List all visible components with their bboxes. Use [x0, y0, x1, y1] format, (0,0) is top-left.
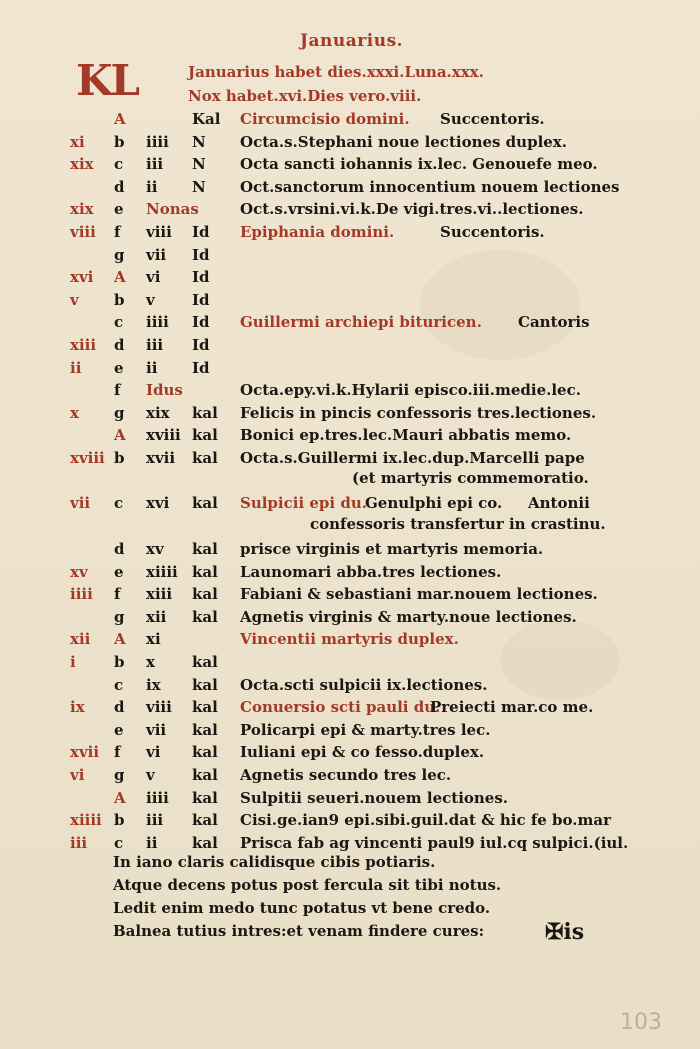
dominical-letter: c	[114, 833, 124, 852]
folio-number: 103	[620, 1010, 662, 1035]
feast-extra: Preiecti mar.co me.	[430, 698, 594, 717]
golden-number: vi	[70, 766, 85, 784]
day-number: viii	[146, 223, 172, 241]
kalends-mark: Id	[192, 358, 210, 377]
feast-text: Launomari abba.tres lectiones.	[240, 562, 502, 581]
golden-number: i	[70, 653, 76, 671]
calendar-row	[0, 741, 700, 763]
day-number: iii	[146, 811, 164, 830]
feast-text: Octa.epy.vi.k.Hylarii episco.iii.medie.lec.	[240, 381, 581, 400]
calendar-row	[0, 334, 700, 356]
dominical-letter: c	[114, 675, 124, 694]
day-number: iiii	[146, 788, 169, 807]
calendar-row	[0, 357, 700, 379]
kalends-mark: Id	[192, 290, 210, 309]
verse-line: In iano claris calidisque cibis potiaris.	[113, 853, 436, 871]
day-number: Idus	[146, 381, 183, 400]
day-number: ii	[146, 358, 158, 377]
golden-number: xvii	[70, 743, 100, 762]
feast-text: Conuersio scti pauli du.	[240, 698, 441, 717]
kalends-mark: Id	[192, 223, 210, 241]
feast-text: Guillermi archiepi bituricen.	[240, 313, 482, 332]
dominical-letter: b	[114, 811, 125, 830]
calendar-row	[0, 787, 700, 809]
kalends-mark: kal	[192, 585, 218, 604]
dominical-letter: d	[114, 336, 125, 354]
day-number: Nonas	[146, 200, 199, 219]
day-number: iiii	[146, 132, 169, 151]
feast-text: Octa.scti sulpicii ix.lectiones.	[240, 675, 488, 694]
kalends-mark: N	[192, 155, 206, 174]
dominical-letter: A	[114, 630, 126, 649]
golden-number: viii	[70, 223, 96, 241]
calendar-row	[0, 176, 700, 198]
golden-number: ii	[70, 358, 82, 377]
kalends-mark: kal	[192, 426, 218, 445]
dominical-letter: f	[114, 223, 121, 241]
feast-text: Cisi.ge.ian9 epi.sibi.guil.dat & hic fe bo.mar	[240, 811, 612, 830]
kalends-mark: kal	[192, 833, 218, 852]
calendar-row	[0, 289, 700, 311]
calendar-row	[0, 266, 700, 288]
day-number: viii	[146, 698, 172, 717]
calendar-row	[0, 131, 700, 153]
kalends-mark: kal	[192, 720, 218, 739]
dominical-letter: g	[114, 766, 125, 784]
day-number: vii	[146, 720, 167, 739]
dominical-letter: b	[114, 449, 125, 467]
day-number: vi	[146, 268, 161, 287]
kalends-mark: kal	[192, 811, 218, 830]
dominical-letter: d	[114, 177, 125, 196]
kalends-mark: Id	[192, 268, 210, 287]
calendar-row	[0, 153, 700, 175]
golden-number: xix	[70, 155, 94, 174]
feast-extra-2: Antonii	[528, 494, 590, 512]
feast-text: Octa sancti iohannis ix.lec. Genouefe meo.	[240, 155, 598, 174]
feast-extra: Succentoris.	[440, 110, 545, 128]
feast-text: Octa.s.Guillermi ix.lec.dup.Marcelli pape	[240, 449, 585, 467]
dominical-letter: e	[114, 358, 124, 377]
calendar-row	[0, 719, 700, 741]
feast-extra: Cantoris	[518, 313, 590, 332]
feast-text: prisce virginis et martyris memoria.	[240, 540, 544, 558]
feast-text: Sulpitii seueri.nouem lectiones.	[240, 788, 509, 807]
verse-line: Balnea tutius intres:et venam findere cures:	[113, 922, 485, 940]
day-number: xviii	[146, 426, 181, 445]
day-number: iii	[146, 336, 164, 354]
feast-text: Policarpi epi & marty.tres lec.	[240, 720, 491, 739]
calendar-row	[0, 561, 700, 583]
dominical-letter: c	[114, 494, 124, 512]
cross-ornament: ✠is	[545, 919, 585, 945]
day-number: x	[146, 653, 155, 671]
dominical-letter: c	[114, 313, 124, 332]
kalends-mark: kal	[192, 403, 218, 422]
feast-text: Fabiani & sebastiani mar.nouem lectiones.	[240, 585, 598, 604]
feast-extra: Genulphi epi co.	[365, 494, 503, 512]
header-line-2: Nox habet.xvi.Dies vero.viii.	[188, 87, 422, 105]
dominical-letter: A	[114, 110, 126, 128]
day-number: iii	[146, 155, 164, 174]
feast-text: Octa.s.Stephani noue lectiones duplex.	[240, 132, 567, 151]
golden-number: iiii	[70, 585, 93, 604]
golden-number: v	[70, 290, 79, 309]
kalends-mark: kal	[192, 698, 218, 717]
golden-number: xviii	[70, 449, 105, 467]
feast-text: Felicis in pincis confessoris tres.lectiones.	[240, 403, 597, 422]
kalends-mark: kal	[192, 449, 218, 467]
calendar-row	[0, 492, 700, 514]
feast-text: Sulpicii epi du.	[240, 494, 367, 512]
dominical-letter: e	[114, 200, 124, 219]
calendar-row	[0, 583, 700, 605]
calendar-row	[0, 674, 700, 696]
golden-number: xvi	[70, 268, 94, 287]
feast-text: Oct.sanctorum innocentium nouem lectiones	[240, 177, 620, 196]
dominical-letter: d	[114, 540, 125, 558]
calendar-row	[0, 311, 700, 333]
dominical-letter: e	[114, 562, 124, 581]
golden-number: xv	[70, 562, 88, 581]
dominical-letter: b	[114, 290, 125, 309]
golden-number: xi	[70, 132, 85, 151]
kalends-mark: N	[192, 132, 206, 151]
day-number: xiii	[146, 585, 173, 604]
calendar-row	[0, 832, 700, 854]
continuation-line: (et martyris commemoratio.	[352, 469, 589, 487]
dominical-letter: A	[114, 426, 126, 445]
header-line-1: Januarius habet dies.xxxi.Luna.xxx.	[188, 63, 484, 81]
dominical-letter: A	[114, 788, 126, 807]
dominical-letter: g	[114, 607, 125, 626]
calendar-row	[0, 424, 700, 446]
calendar-row	[0, 221, 700, 243]
verse-line: Atque decens potus post fercula sit tibi notus.	[113, 876, 502, 894]
dominical-letter: c	[114, 155, 124, 174]
calendar-row	[0, 809, 700, 831]
day-number: vi	[146, 743, 161, 762]
kalends-mark: kal	[192, 788, 218, 807]
golden-number: x	[70, 403, 79, 422]
calendar-row	[0, 696, 700, 718]
calendar-row	[0, 402, 700, 424]
continuation-line: confessoris transfertur in crastinu.	[310, 515, 606, 533]
calendar-row	[0, 198, 700, 220]
calendar-row	[0, 651, 700, 673]
dominical-letter: b	[114, 653, 125, 671]
kalends-mark: kal	[192, 607, 218, 626]
kalends-mark: N	[192, 177, 206, 196]
kalends-mark: kal	[192, 653, 218, 671]
golden-number: xix	[70, 200, 94, 219]
kalends-mark: Id	[192, 245, 210, 264]
dominical-letter: d	[114, 698, 125, 717]
dominical-letter: e	[114, 720, 124, 739]
day-number: ii	[146, 833, 158, 852]
verse-line: Ledit enim medo tunc potatus vt bene credo.	[113, 899, 491, 917]
kalends-mark: Kal	[192, 110, 221, 128]
feast-text: Prisca fab ag vincenti paul9 iul.cq sulpici.(iul.	[240, 833, 629, 852]
dominical-letter: f	[114, 381, 121, 400]
dominical-letter: g	[114, 403, 125, 422]
feast-text: Iuliani epi & co fesso.duplex.	[240, 743, 485, 762]
feast-extra: Succentoris.	[440, 223, 545, 241]
kalends-mark: kal	[192, 562, 218, 581]
month-title: Januarius.	[300, 31, 404, 51]
golden-number: iii	[70, 833, 88, 852]
calendar-row	[0, 606, 700, 628]
feast-text: Circumcisio domini.	[240, 110, 410, 128]
calendar-row	[0, 379, 700, 401]
dominical-letter: g	[114, 245, 125, 264]
day-number: xvii	[146, 449, 176, 467]
golden-number: xiiii	[70, 811, 102, 830]
calendar-row	[0, 447, 700, 469]
kalends-mark: Id	[192, 336, 210, 354]
day-number: vii	[146, 245, 167, 264]
day-number: xii	[146, 607, 167, 626]
day-number: xvi	[146, 494, 170, 512]
day-number: iiii	[146, 313, 169, 332]
dominical-letter: A	[114, 268, 126, 287]
feast-text: Oct.s.vrsini.vi.k.De vigi.tres.vi..lectiones.	[240, 200, 584, 219]
kl-initial: KL	[76, 56, 139, 105]
dominical-letter: f	[114, 585, 121, 604]
day-number: v	[146, 766, 155, 784]
kalends-mark: kal	[192, 675, 218, 694]
calendar-row	[0, 764, 700, 786]
golden-number: xiii	[70, 336, 97, 354]
feast-text: Agnetis virginis & marty.noue lectiones.	[240, 607, 577, 626]
day-number: xix	[146, 403, 170, 422]
kalends-mark: Id	[192, 313, 210, 332]
calendar-row	[0, 628, 700, 650]
calendar-row	[0, 538, 700, 560]
day-number: ii	[146, 177, 158, 196]
golden-number: vii	[70, 494, 91, 512]
day-number: xv	[146, 540, 164, 558]
feast-text: Vincentii martyris duplex.	[240, 630, 459, 649]
kalends-mark: kal	[192, 743, 218, 762]
kalends-mark: kal	[192, 540, 218, 558]
feast-text: Epiphania domini.	[240, 223, 395, 241]
calendar-row	[0, 244, 700, 266]
dominical-letter: f	[114, 743, 121, 762]
dominical-letter: b	[114, 132, 125, 151]
kalends-mark: kal	[192, 494, 218, 512]
day-number: xi	[146, 630, 161, 649]
kalends-mark: kal	[192, 766, 218, 784]
day-number: ix	[146, 675, 161, 694]
feast-text: Bonici ep.tres.lec.Mauri abbatis memo.	[240, 426, 572, 445]
feast-text: Agnetis secundo tres lec.	[240, 766, 452, 784]
golden-number: ix	[70, 698, 85, 717]
day-number: xiiii	[146, 562, 178, 581]
golden-number: xii	[70, 630, 91, 649]
day-number: v	[146, 290, 155, 309]
calendar-row	[0, 108, 700, 130]
